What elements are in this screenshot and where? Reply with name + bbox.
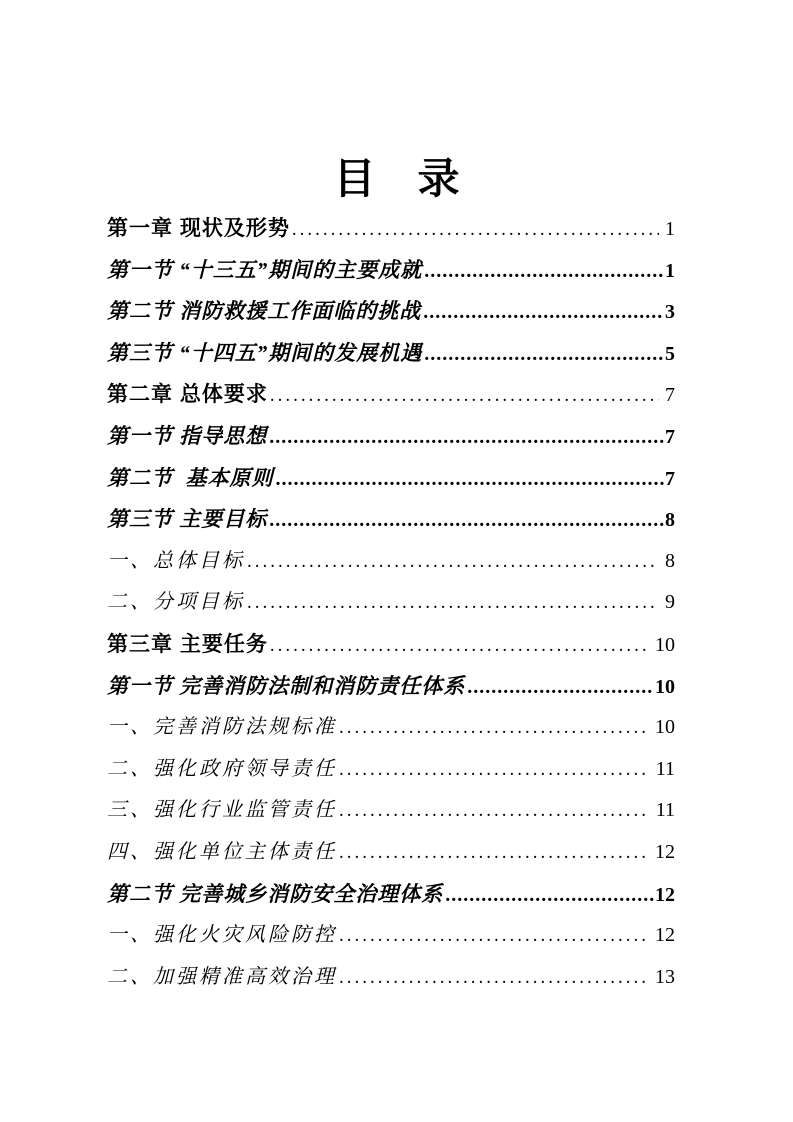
dotted-leader — [445, 875, 654, 917]
toc-entry-sub — [107, 915, 675, 957]
toc-entry-sub — [107, 957, 675, 999]
dotted-leader — [424, 251, 664, 293]
toc-entry-label: 一、强化火灾风险防控 — [107, 924, 337, 947]
toc-entry-label: 第二节 基本原则 — [107, 465, 274, 490]
page-number: 12 — [655, 883, 675, 906]
dotted-leader — [339, 915, 649, 957]
dotted-leader — [269, 417, 664, 459]
page-number: 9 — [665, 591, 675, 614]
toc-entry-section — [107, 666, 675, 708]
dotted-leader — [270, 625, 649, 667]
toc-entry-label: 第一节 “十三五”期间的主要成就 — [107, 257, 423, 282]
toc-entry-chapter-1 — [107, 208, 675, 250]
toc-entry-sub — [107, 790, 675, 832]
toc-entry-chapter-2 — [107, 374, 675, 416]
toc-entry-label: 二、加强精准高效治理 — [107, 965, 337, 988]
toc-entry-sub — [107, 541, 675, 583]
page-number: 8 — [665, 509, 675, 532]
toc-entry-section — [107, 874, 675, 916]
page-number: 10 — [655, 716, 675, 739]
page-number: 10 — [655, 675, 675, 698]
toc-entry-label: 一、总体目标 — [107, 549, 245, 572]
toc-entry-chapter-3 — [107, 624, 675, 666]
page-number: 7 — [665, 425, 675, 448]
dotted-leader — [423, 292, 664, 334]
toc-entry-section — [107, 416, 675, 458]
toc-entry-sub — [107, 707, 675, 749]
page-number: 5 — [665, 342, 675, 365]
toc-entry-section — [107, 291, 675, 333]
toc-entry-label: 第三章 主要任务 — [107, 632, 268, 656]
page-number: 7 — [665, 467, 675, 490]
page-number: 13 — [655, 965, 675, 988]
toc-entry-label: 第三节 主要目标 — [107, 507, 268, 532]
dotted-leader — [424, 334, 664, 376]
dotted-leader — [292, 209, 659, 251]
toc-entry-label: 第二章 总体要求 — [107, 383, 268, 407]
toc-entry-label: 第二节 消防救援工作面临的挑战 — [107, 299, 422, 324]
dotted-leader — [270, 375, 659, 417]
toc-entry-sub — [107, 582, 675, 624]
dotted-leader — [339, 832, 649, 874]
page-number: 12 — [655, 840, 675, 863]
dotted-leader — [339, 790, 650, 832]
toc-entry-label: 二、分项目标 — [107, 591, 245, 614]
dotted-leader — [467, 667, 654, 709]
page-number: 12 — [655, 924, 675, 947]
page-number: 1 — [665, 259, 675, 282]
toc-entry-section — [107, 499, 675, 541]
toc-entry-section — [107, 458, 675, 500]
toc-entry-label: 四、强化单位主体责任 — [107, 840, 337, 863]
dotted-leader — [247, 541, 659, 583]
page-number: 10 — [655, 633, 675, 656]
dotted-leader — [339, 749, 650, 791]
toc-entry-label: 第一章 现状及形势 — [107, 217, 290, 240]
toc-entry-label: 第三节 “十四五”期间的发展机遇 — [107, 340, 423, 365]
toc-entry-section — [107, 250, 675, 292]
dotted-leader — [276, 459, 665, 501]
toc-title: 目 录 — [333, 157, 460, 203]
dotted-leader — [339, 957, 649, 999]
toc-entry-label: 三、强化行业监管责任 — [107, 799, 337, 822]
page-number: 3 — [665, 301, 675, 324]
toc-entry-label: 第一节 指导思想 — [107, 423, 268, 448]
toc-entry-label: 一、完善消防法规标准 — [107, 716, 337, 739]
page-number: 8 — [665, 549, 675, 572]
toc-entry-label: 第二节 完善城乡消防安全治理体系 — [107, 881, 444, 906]
toc-entry-label: 二、强化政府领导责任 — [107, 757, 337, 780]
page-number: 1 — [665, 218, 675, 240]
page-number: 7 — [665, 384, 675, 407]
toc-entry-section — [107, 333, 675, 375]
dotted-leader — [269, 500, 664, 542]
dotted-leader — [247, 582, 659, 624]
toc-entry-sub — [107, 832, 675, 874]
table-of-contents — [107, 208, 675, 998]
page-number: 11 — [655, 757, 675, 780]
page-number: 11 — [655, 799, 675, 822]
dotted-leader — [339, 707, 649, 749]
toc-entry-label: 第一节 完善消防法制和消防责任体系 — [107, 673, 466, 698]
toc-entry-sub — [107, 749, 675, 791]
